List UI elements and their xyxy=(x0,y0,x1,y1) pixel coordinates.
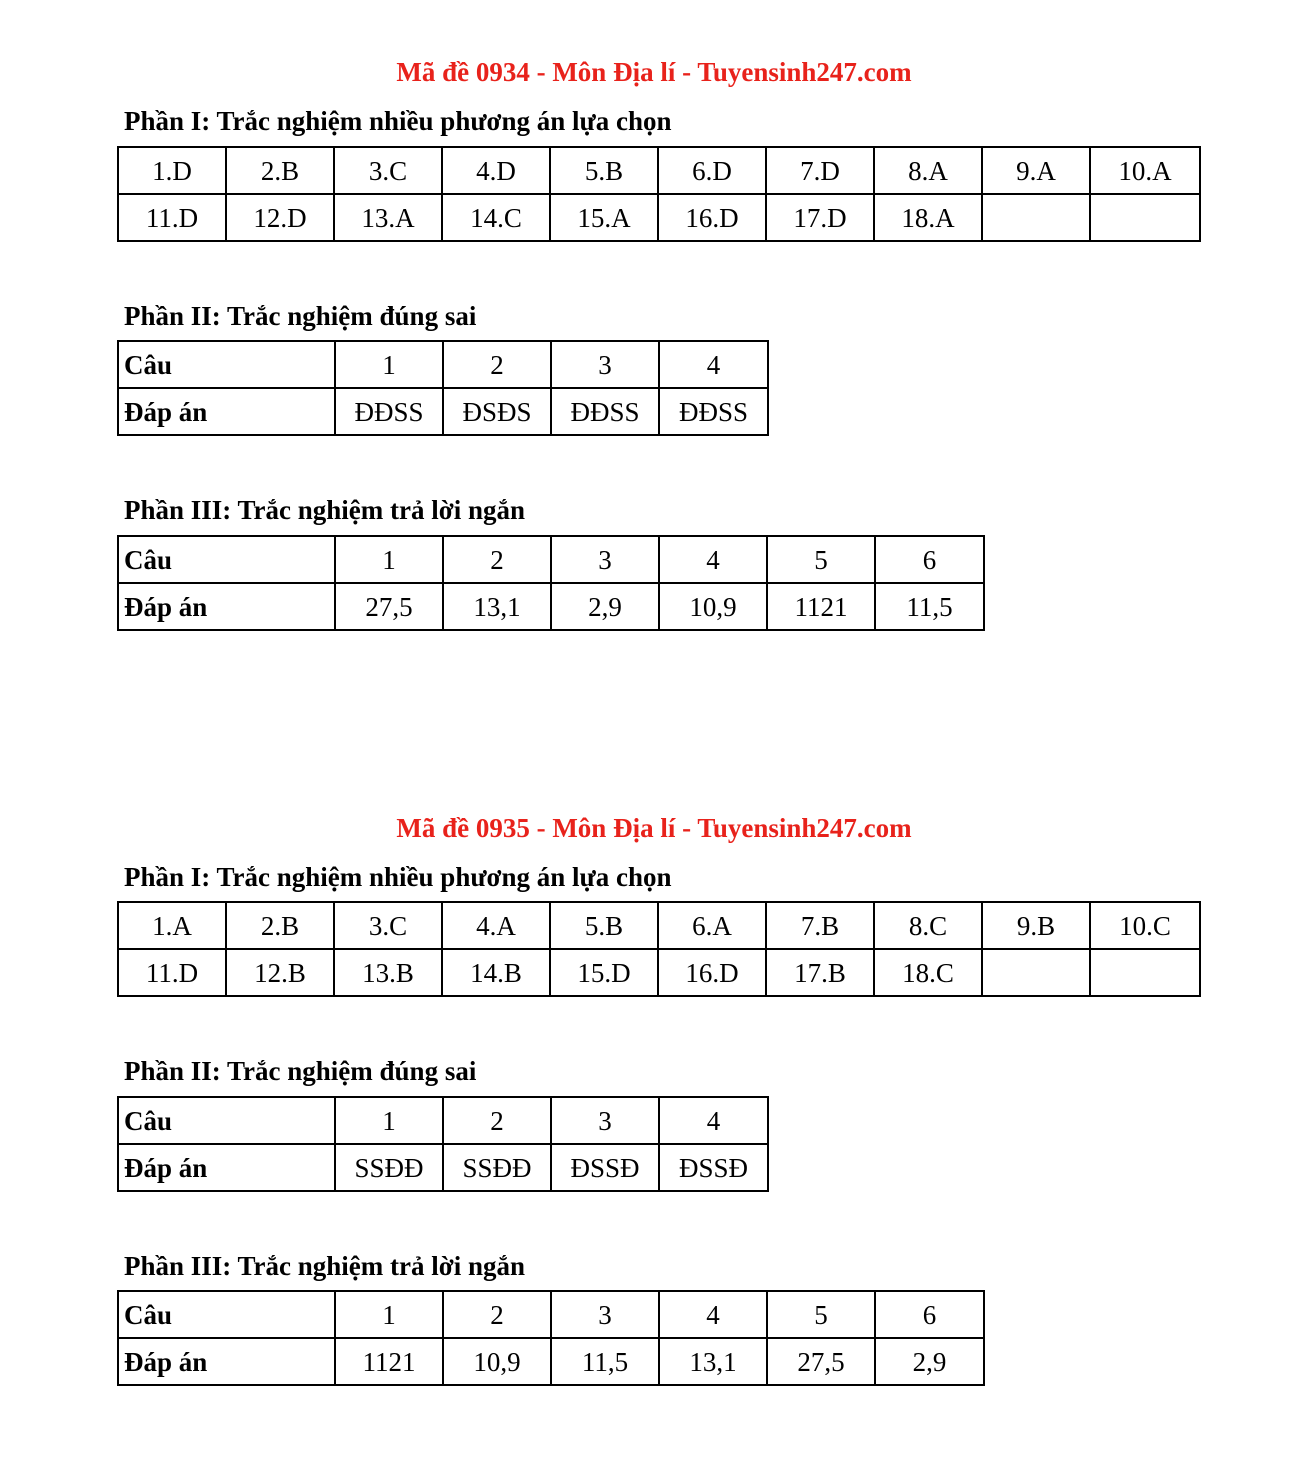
table-row xyxy=(118,388,768,435)
table-row xyxy=(118,147,1200,194)
question-number-cell: 5 xyxy=(767,1291,875,1338)
table-row xyxy=(118,1291,984,1338)
answer-cell: ĐĐSS xyxy=(335,388,443,435)
answer-cell: 3.C xyxy=(334,902,442,949)
answer-cell: 4.D xyxy=(442,147,550,194)
answer-cell: 2,9 xyxy=(551,583,659,630)
answer-cell xyxy=(1090,194,1200,241)
question-row-label: Câu xyxy=(118,1291,335,1338)
part1-answer-table xyxy=(117,901,1201,997)
question-number-cell: 3 xyxy=(551,1291,659,1338)
answer-cell: 1.D xyxy=(118,147,226,194)
answer-cell: 10,9 xyxy=(659,583,767,630)
question-number-cell: 4 xyxy=(659,1291,767,1338)
answer-cell: 7.D xyxy=(766,147,874,194)
answer-cell: ĐĐSS xyxy=(659,388,768,435)
table-row xyxy=(118,341,768,388)
question-number-cell: 3 xyxy=(551,536,659,583)
answer-cell: 4.A xyxy=(442,902,550,949)
answer-cell: ĐĐSS xyxy=(551,388,659,435)
question-number-cell: 4 xyxy=(659,341,768,388)
table-row xyxy=(118,1338,984,1385)
part3-answer-table xyxy=(117,1290,985,1386)
answer-cell: 11,5 xyxy=(875,583,984,630)
part2-heading: Phần II: Trắc nghiệm đúng sai xyxy=(124,1056,477,1086)
answer-cell: 13,1 xyxy=(443,583,551,630)
part1-heading: Phần I: Trắc nghiệm nhiều phương án lựa chọn xyxy=(124,862,672,892)
table-row xyxy=(118,583,984,630)
answer-cell: 13,1 xyxy=(659,1338,767,1385)
answer-cell: 12.D xyxy=(226,194,334,241)
question-number-cell: 1 xyxy=(335,1291,443,1338)
answer-cell: 16.D xyxy=(658,194,766,241)
part1-answer-table xyxy=(117,146,1201,242)
question-row-label: Câu xyxy=(118,536,335,583)
answer-cell: 10.C xyxy=(1090,902,1200,949)
answer-cell: 15.A xyxy=(550,194,658,241)
question-number-cell: 4 xyxy=(659,1097,768,1144)
answer-cell: 12.B xyxy=(226,949,334,996)
answer-cell: 8.C xyxy=(874,902,982,949)
question-number-cell: 2 xyxy=(443,341,551,388)
answer-cell: 17.B xyxy=(766,949,874,996)
question-number-cell: 3 xyxy=(551,341,659,388)
question-number-cell: 2 xyxy=(443,1291,551,1338)
exam-title: Mã đề 0934 - Môn Địa lí - Tuyensinh247.com xyxy=(396,57,912,87)
answer-row-label: Đáp án xyxy=(118,583,335,630)
question-number-cell: 2 xyxy=(443,536,551,583)
answer-cell: 10.A xyxy=(1090,147,1200,194)
answer-cell: SSĐĐ xyxy=(443,1144,551,1191)
answer-cell: ĐSSĐ xyxy=(551,1144,659,1191)
answer-cell: 27,5 xyxy=(767,1338,875,1385)
question-row-label: Câu xyxy=(118,341,335,388)
answer-row-label: Đáp án xyxy=(118,388,335,435)
answer-cell: 2.B xyxy=(226,902,334,949)
answer-cell: 3.C xyxy=(334,147,442,194)
answer-cell: 1.A xyxy=(118,902,226,949)
answer-cell: 13.A xyxy=(334,194,442,241)
answer-cell: 7.B xyxy=(766,902,874,949)
answer-cell: 11.D xyxy=(118,949,226,996)
answer-cell: 27,5 xyxy=(335,583,443,630)
question-number-cell: 6 xyxy=(875,1291,984,1338)
question-number-cell: 3 xyxy=(551,1097,659,1144)
answer-cell: 5.B xyxy=(550,147,658,194)
answer-cell: 18.A xyxy=(874,194,982,241)
question-number-cell: 1 xyxy=(335,341,443,388)
answer-cell: 1121 xyxy=(767,583,875,630)
part2-answer-table xyxy=(117,340,769,436)
answer-cell: 16.D xyxy=(658,949,766,996)
table-row xyxy=(118,902,1200,949)
question-number-cell: 6 xyxy=(875,536,984,583)
question-number-cell: 5 xyxy=(767,536,875,583)
answer-cell: 11.D xyxy=(118,194,226,241)
answer-cell: ĐSĐS xyxy=(443,388,551,435)
answer-cell: 14.B xyxy=(442,949,550,996)
answer-row-label: Đáp án xyxy=(118,1144,335,1191)
exam-title: Mã đề 0935 - Môn Địa lí - Tuyensinh247.com xyxy=(396,813,912,843)
answer-cell: 1121 xyxy=(335,1338,443,1385)
part2-answer-table xyxy=(117,1096,769,1192)
answer-cell: SSĐĐ xyxy=(335,1144,443,1191)
answer-cell xyxy=(1090,949,1200,996)
question-row-label: Câu xyxy=(118,1097,335,1144)
answer-cell: 15.D xyxy=(550,949,658,996)
answer-cell: 6.D xyxy=(658,147,766,194)
answer-row-label: Đáp án xyxy=(118,1338,335,1385)
part3-heading: Phần III: Trắc nghiệm trả lời ngắn xyxy=(124,495,525,525)
table-row xyxy=(118,1144,768,1191)
answer-cell: 8.A xyxy=(874,147,982,194)
answer-cell: 2,9 xyxy=(875,1338,984,1385)
answer-cell: 18.C xyxy=(874,949,982,996)
answer-cell: ĐSSĐ xyxy=(659,1144,768,1191)
answer-cell xyxy=(982,949,1090,996)
table-row xyxy=(118,949,1200,996)
answer-cell: 10,9 xyxy=(443,1338,551,1385)
answer-cell: 2.B xyxy=(226,147,334,194)
part1-heading: Phần I: Trắc nghiệm nhiều phương án lựa chọn xyxy=(124,106,672,136)
answer-cell: 9.A xyxy=(982,147,1090,194)
answer-cell: 6.A xyxy=(658,902,766,949)
table-row xyxy=(118,194,1200,241)
question-number-cell: 4 xyxy=(659,536,767,583)
answer-cell xyxy=(982,194,1090,241)
part2-heading: Phần II: Trắc nghiệm đúng sai xyxy=(124,301,477,331)
question-number-cell: 1 xyxy=(335,536,443,583)
part3-answer-table xyxy=(117,535,985,631)
answer-cell: 14.C xyxy=(442,194,550,241)
question-number-cell: 2 xyxy=(443,1097,551,1144)
question-number-cell: 1 xyxy=(335,1097,443,1144)
answer-cell: 9.B xyxy=(982,902,1090,949)
answer-cell: 11,5 xyxy=(551,1338,659,1385)
answer-cell: 17.D xyxy=(766,194,874,241)
answer-cell: 5.B xyxy=(550,902,658,949)
part3-heading: Phần III: Trắc nghiệm trả lời ngắn xyxy=(124,1251,525,1281)
table-row xyxy=(118,1097,768,1144)
table-row xyxy=(118,536,984,583)
answer-cell: 13.B xyxy=(334,949,442,996)
